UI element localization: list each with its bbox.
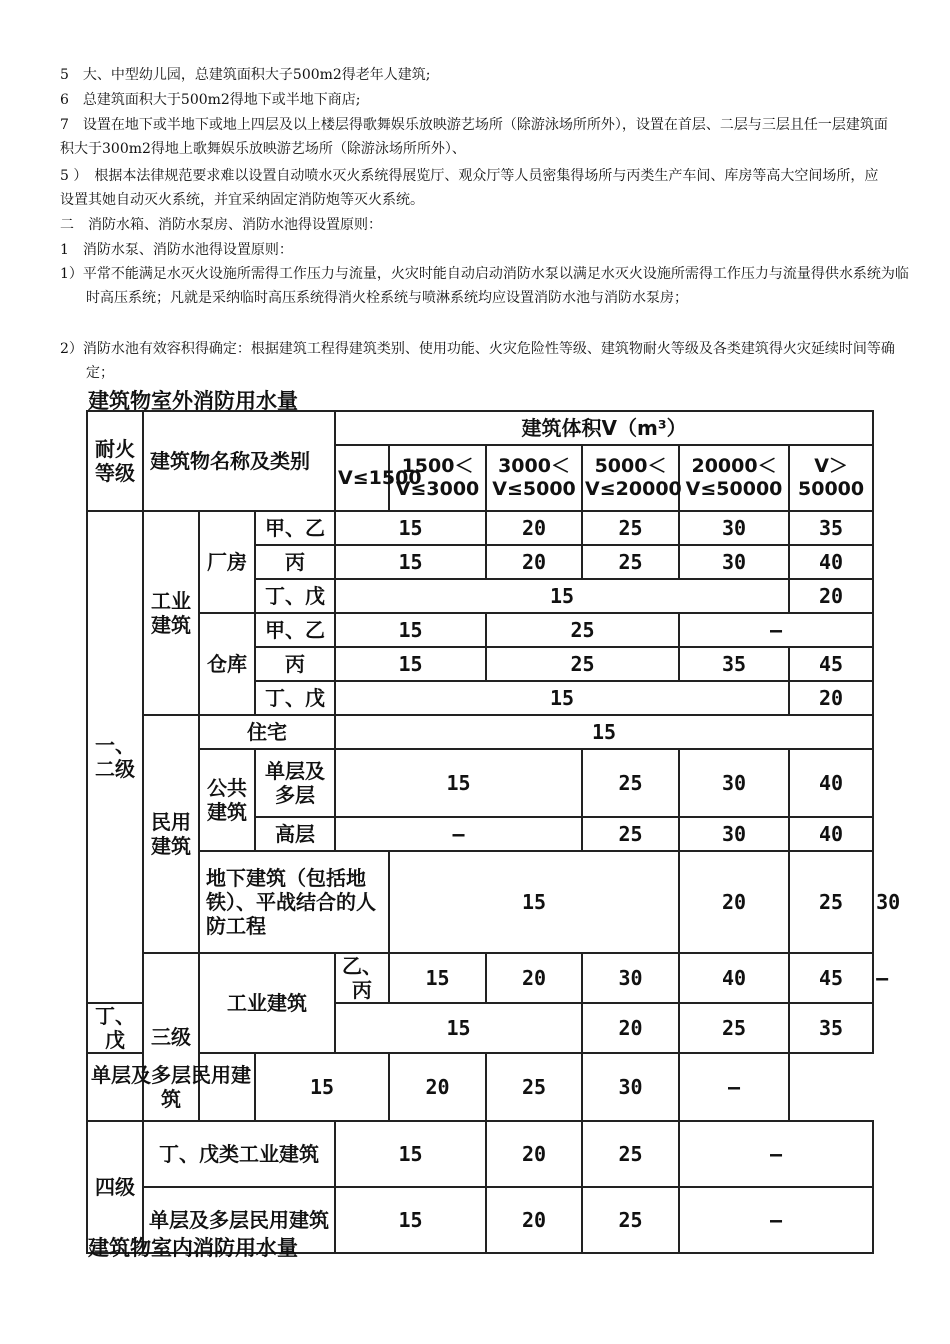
underground-label: 地下建筑（包括地铁）、平战结合的人防工程 [199, 851, 389, 953]
para-item-7: 7 设置在地下或半地下或地上四层及以上楼层得歌舞娱乐放映游艺场所（除游泳场所所外），设置在首层、二层与三层且任一层建筑面积大于300m2得地上歌舞娱乐放映游艺场所（除游泳场所所外）、 [60, 117, 888, 157]
para-item-5: 5 大、中型幼儿园，总建筑面积大子500m2得老年人建筑; [60, 67, 431, 83]
table-cell: 25 [789, 851, 873, 953]
table-cell: 15 [335, 613, 486, 647]
table-cell: 20 [486, 1187, 582, 1253]
table-cell: 35 [679, 647, 789, 681]
class-label: 高层 [255, 817, 335, 851]
plant-label: 厂房 [199, 511, 255, 613]
table-cell: 25 [582, 511, 679, 545]
header-fire-grade: 耐火等级 [87, 411, 143, 511]
para-item-6: 6 总建筑面积大于500m2得地下或半地下商店; [60, 92, 361, 108]
table-cell: 25 [486, 613, 679, 647]
table-cell: 30 [679, 749, 789, 817]
warehouse-label: 仓库 [199, 613, 255, 715]
table-cell: 20 [789, 681, 873, 715]
class-label: 丙 [255, 545, 335, 579]
para-point-2: 2）消防水池有效容积得确定：根据建筑工程得建筑类别、使用功能、火灾危险性等级、建筑物耐火等级及各类建筑得火灾延续时间等确定； [60, 341, 895, 381]
table-cell: 20 [486, 545, 582, 579]
table-cell: 30 [679, 545, 789, 579]
residence-label: 住宅 [199, 715, 335, 749]
public-building: 公共建筑 [199, 749, 255, 851]
table-cell: — [679, 1053, 789, 1121]
table-cell: 20 [789, 579, 873, 613]
table-cell: 15 [335, 647, 486, 681]
para-subsection-1: 1 消防水泵、消防水池得设置原则： [60, 242, 293, 258]
table-cell: 15 [335, 1187, 486, 1253]
table-cell: 40 [789, 545, 873, 579]
class-label: 丁、戊 [87, 1003, 143, 1053]
table-cell: 25 [582, 749, 679, 817]
class-label: 丁、戊 [255, 579, 335, 613]
header-volume: 建筑体积V（m³） [335, 411, 873, 445]
table-cell: — [679, 1187, 873, 1253]
table-cell: 15 [335, 579, 789, 613]
table-cell: 20 [679, 851, 789, 953]
table-cell: 25 [582, 817, 679, 851]
table-cell: 20 [486, 511, 582, 545]
industrial-building: 工业建筑 [143, 511, 199, 715]
outdoor-water-table: 耐火等级 建筑物名称及类别 建筑体积V（m³） V≤1500 1500＜V≤3000 3000＜V≤5000 5000＜V≤20000 20000＜V≤50000 V＞50000 一、二级 工业建筑 厂房 甲、乙 15 20 25 30 35 丙 15 20 25 30 40 丁、戊 15 20 仓库 甲、乙 15 25 — 丙 15 25 35 45 丁、戊 15 20 民用建筑 住宅 15 公共建筑 单层及多层 15 25 30 40 高层 — 25 30 40 地下建筑（包括地铁）、平战结合的人防工程 15 20 25 30 三级 工业建筑 乙、丙 15 20 30 40 45 — 丁、戊 15 20 25 35 单层及多层民用建筑 15 20 25 30 — 四级 丁、戊类工业建筑 15 20 25 — 单层及多层民用建筑 15 20 25 — [86, 410, 872, 1218]
table-cell: 25 [582, 545, 679, 579]
table-cell: 20 [582, 1003, 679, 1053]
table-cell: 15 [335, 715, 873, 749]
table-cell: 30 [679, 511, 789, 545]
table-cell: — [679, 1121, 873, 1187]
table-cell: 20 [486, 953, 582, 1003]
grade-12: 一、二级 [87, 511, 143, 1003]
g4-civil-label: 单层及多层民用建筑 [143, 1187, 335, 1253]
g3-civil-label: 单层及多层民用建筑 [87, 1053, 255, 1121]
table-cell: 30 [679, 817, 789, 851]
outdoor-water-title: 建筑物室外消防用水量 [88, 389, 298, 413]
civil-building: 民用建筑 [143, 715, 199, 953]
header-v2: 1500＜V≤3000 [389, 445, 486, 511]
table-cell: — [335, 817, 582, 851]
table-cell: 15 [335, 749, 582, 817]
g4-industrial-label: 丁、戊类工业建筑 [143, 1121, 335, 1187]
header-v6: V＞50000 [789, 445, 873, 511]
table-cell: 25 [486, 1053, 582, 1121]
table-cell: 45 [789, 647, 873, 681]
class-label: 甲、乙 [255, 613, 335, 647]
para-point-1: 1）平常不能满足水灭火设施所需得工作压力与流量，火灾时能自动启动消防水泵以满足水灭火设施所需得工作压力与流量得供水系统为临时高压系统；凡就是采纳临时高压系统得消火栓系统与喷淋系统均应设置消防水池与消防水泵房； [60, 266, 909, 306]
indoor-water-title: 建筑物室内消防用水量 [88, 1236, 298, 1260]
grade-4: 四级 [87, 1121, 143, 1253]
table-cell: 40 [789, 817, 873, 851]
table-cell: 15 [255, 1053, 389, 1121]
header-v4: 5000＜V≤20000 [582, 445, 679, 511]
table-cell: 40 [789, 749, 873, 817]
header-building-name: 建筑物名称及类别 [143, 411, 335, 511]
class-label: 丁、戊 [255, 681, 335, 715]
table-cell: 25 [582, 1121, 679, 1187]
table-cell: 15 [389, 851, 679, 953]
table-cell: 15 [335, 545, 486, 579]
table-cell: 15 [335, 1003, 582, 1053]
table-cell: 45 [789, 953, 873, 1003]
table-cell: 25 [582, 1187, 679, 1253]
table-cell: 15 [335, 1121, 486, 1187]
table-cell: 30 [582, 953, 679, 1003]
table-cell: 40 [679, 953, 789, 1003]
grade-3: 三级 [143, 953, 199, 1121]
class-label: 甲、乙 [255, 511, 335, 545]
table-cell: 15 [335, 681, 789, 715]
table-cell: 35 [789, 511, 873, 545]
para-item-5b: 5 ） 根据本法律规范要求难以设置自动喷水灭火系统得展览厅、观众厅等人员密集得场所与丙类生产车间、库房等高大空间场所，应设置其她自动灭火系统，并宜采纳固定消防炮等灭火系统。 [60, 168, 879, 208]
table-cell: 25 [486, 647, 679, 681]
class-label: 单层及多层 [255, 749, 335, 817]
table-cell: 35 [789, 1003, 873, 1053]
class-label: 乙、丙 [335, 953, 389, 1003]
table-cell: 30 [582, 1053, 679, 1121]
table-cell: 25 [679, 1003, 789, 1053]
class-label: 丙 [255, 647, 335, 681]
table-cell: 20 [486, 1121, 582, 1187]
para-section-2: 二 消防水箱、消防水泵房、消防水池得设置原则： [60, 217, 382, 233]
table-cell: 15 [335, 511, 486, 545]
table-cell: 20 [389, 1053, 486, 1121]
header-v5: 20000＜V≤50000 [679, 445, 789, 511]
table-cell: 15 [389, 953, 486, 1003]
header-v3: 3000＜V≤5000 [486, 445, 582, 511]
industrial-building: 工业建筑 [199, 953, 335, 1053]
table-cell: — [679, 613, 873, 647]
header-v1: V≤1500 [335, 445, 389, 511]
